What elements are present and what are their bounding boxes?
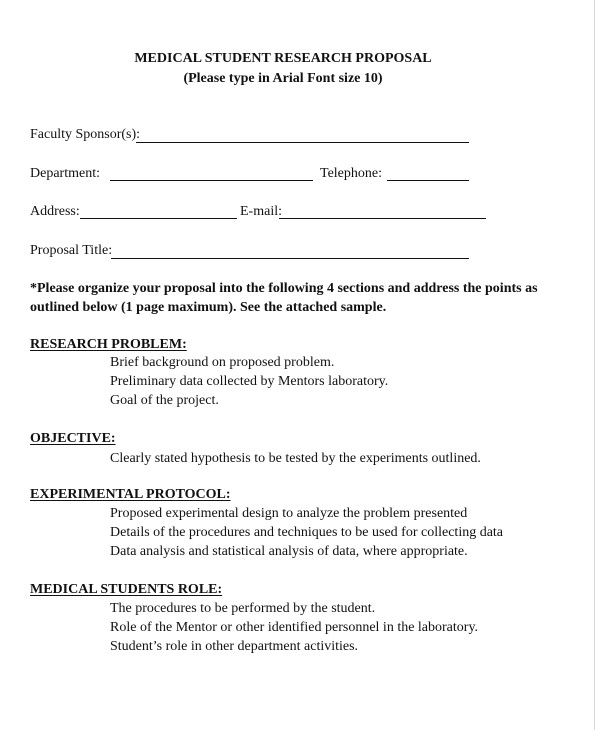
section-item: Preliminary data collected by Mentors laboratory. bbox=[110, 374, 389, 389]
section-heading-research-problem: RESEARCH PROBLEM: bbox=[30, 337, 187, 352]
faculty-sponsor-label: Faculty Sponsor(s): bbox=[30, 127, 141, 142]
faculty-sponsor-field[interactable] bbox=[136, 142, 469, 143]
section-heading-experimental-protocol: EXPERIMENTAL PROTOCOL: bbox=[30, 487, 231, 502]
document-title-text: MEDICAL STUDENT RESEARCH PROPOSAL bbox=[134, 51, 432, 66]
instructions-line-2: outlined below (1 page maximum). See the attached sample. bbox=[30, 300, 387, 315]
address-field[interactable] bbox=[80, 218, 237, 219]
section-heading-medical-students-role: MEDICAL STUDENTS ROLE: bbox=[30, 582, 223, 597]
section-item: Role of the Mentor or other identified personnel in the laboratory. bbox=[110, 620, 479, 635]
document-subtitle bbox=[0, 71, 594, 87]
department-label: Department: bbox=[30, 166, 100, 181]
section-item: Goal of the project. bbox=[110, 393, 219, 408]
section-item: Details of the procedures and techniques to be used for collecting data bbox=[110, 525, 504, 540]
proposal-title-field[interactable] bbox=[111, 258, 469, 259]
address-label: Address: bbox=[30, 204, 80, 219]
document-subtitle-text: (Please type in Arial Font size 10) bbox=[183, 71, 383, 86]
section-item: Brief background on proposed problem. bbox=[110, 355, 335, 370]
department-field[interactable] bbox=[110, 180, 313, 181]
telephone-field[interactable] bbox=[387, 180, 469, 181]
section-item: Proposed experimental design to analyze the problem presented bbox=[110, 506, 468, 521]
section-item: Data analysis and statistical analysis of data, where appropriate. bbox=[110, 544, 468, 559]
section-item: Student’s role in other department activities. bbox=[110, 639, 359, 654]
instructions-line-1: *Please organize your proposal into the following 4 sections and address the points as bbox=[30, 281, 538, 296]
email-field[interactable] bbox=[279, 218, 486, 219]
section-item: Clearly stated hypothesis to be tested by the experiments outlined. bbox=[110, 451, 481, 466]
proposal-title-label: Proposal Title: bbox=[30, 243, 113, 258]
document-title bbox=[0, 51, 594, 67]
email-label: E-mail: bbox=[240, 204, 282, 219]
section-item: The procedures to be performed by the student. bbox=[110, 601, 376, 616]
section-heading-objective: OBJECTIVE: bbox=[30, 431, 116, 446]
telephone-label: Telephone: bbox=[320, 166, 382, 181]
